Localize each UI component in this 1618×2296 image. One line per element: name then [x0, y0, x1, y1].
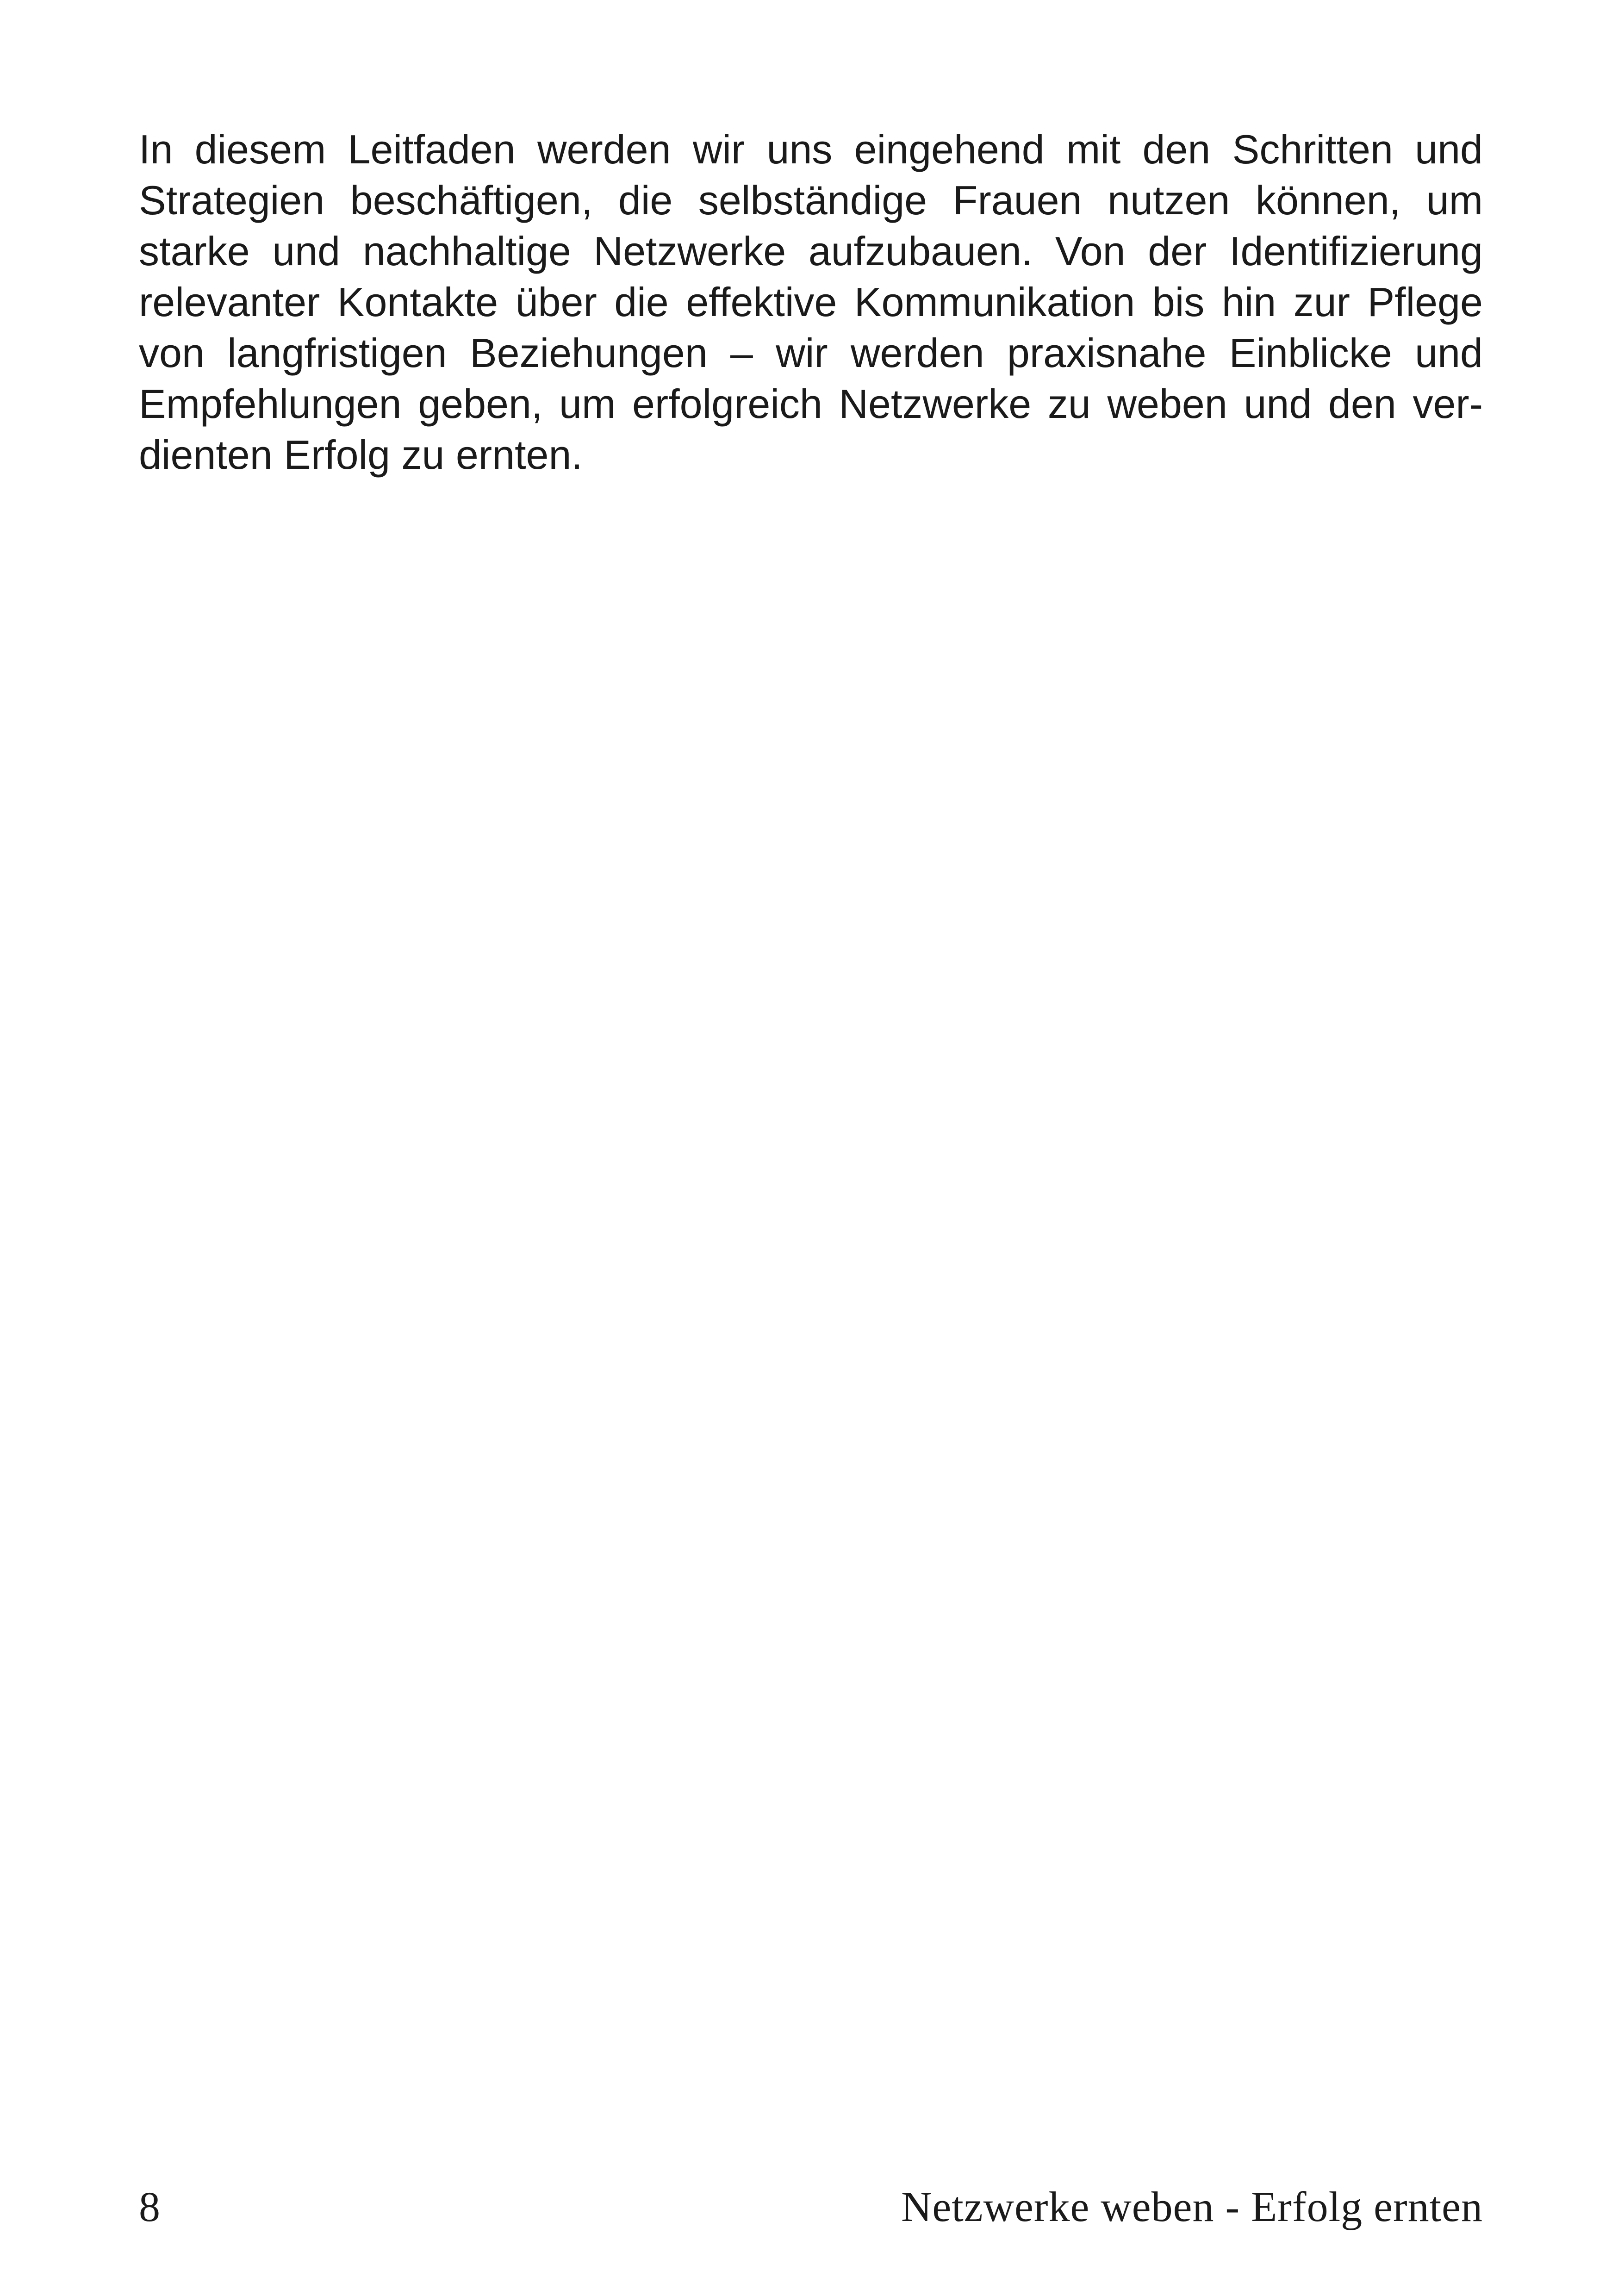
- paragraph-line: starke und nachhaltige Netzwerke aufzubauen. Von der Identifizierung: [139, 228, 1483, 274]
- paragraph-line: von langfristigen Beziehungen – wir werden praxisnahe Einblicke und: [139, 330, 1483, 376]
- paragraph-line: Strategien beschäftigen, die selbständige Frauen nutzen können, um: [139, 177, 1483, 223]
- body-paragraph: [139, 124, 1483, 480]
- paragraph-line: relevanter Kontakte über die effektive Kommunikation bis hin zur Pflege: [139, 279, 1483, 325]
- paragraph-line: In diesem Leitfaden werden wir uns eingehend mit den Schritten und: [139, 126, 1483, 172]
- running-title: Netzwerke weben - Erfolg ernten: [901, 2183, 1483, 2230]
- page-footer: [139, 2179, 1483, 2234]
- paragraph-line: dienten Erfolg zu ernten.: [139, 432, 583, 478]
- page-number: 8: [139, 2183, 160, 2230]
- paragraph-line: Empfehlungen geben, um erfolgreich Netzwerke zu weben und den ver-: [139, 381, 1483, 427]
